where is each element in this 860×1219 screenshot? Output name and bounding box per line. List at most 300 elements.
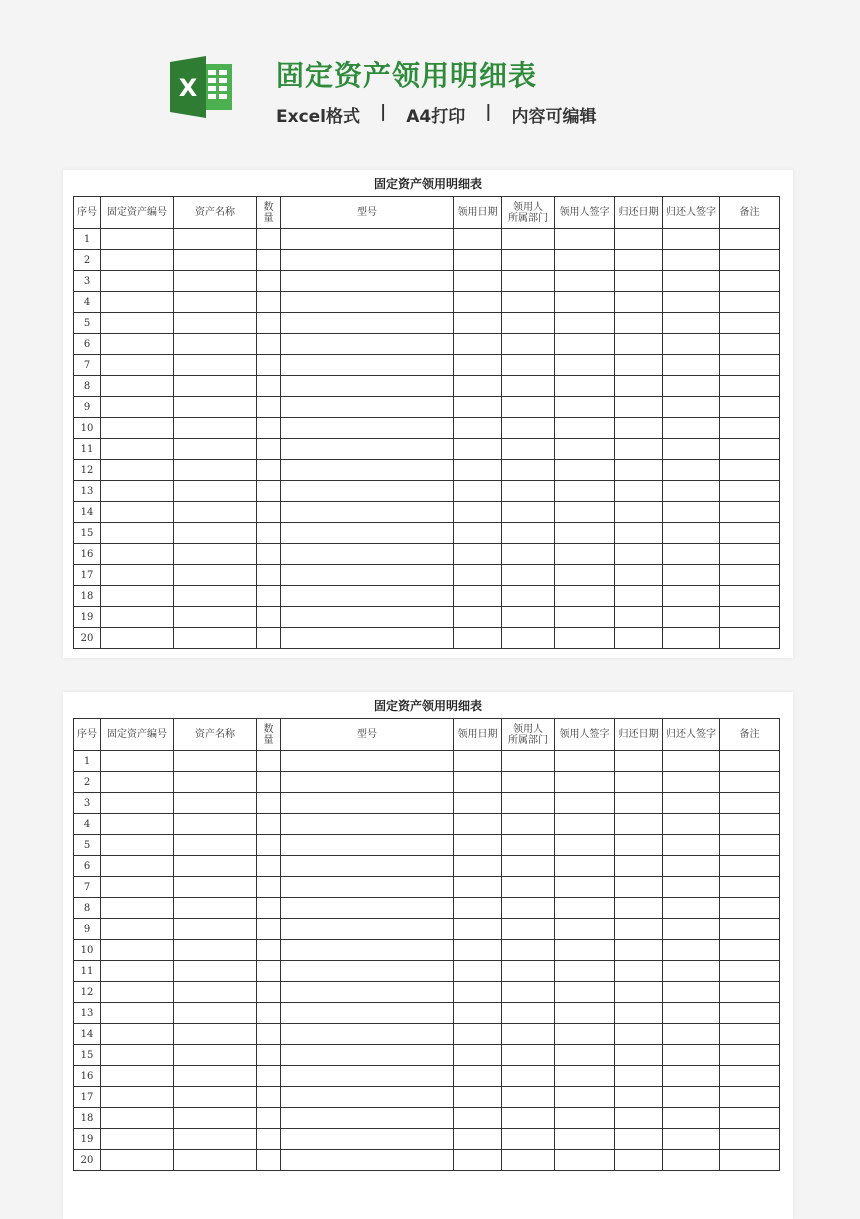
table-cell bbox=[555, 229, 615, 250]
table-cell bbox=[174, 1150, 257, 1171]
table-cell bbox=[174, 544, 257, 565]
table-cell bbox=[454, 1129, 502, 1150]
svg-text:X: X bbox=[178, 74, 198, 102]
table-cell bbox=[454, 565, 502, 586]
table-row bbox=[74, 544, 780, 565]
table-cell bbox=[720, 835, 780, 856]
table-cell bbox=[174, 250, 257, 271]
table-cell bbox=[502, 544, 555, 565]
table-cell bbox=[101, 982, 174, 1003]
table-row bbox=[74, 835, 780, 856]
table-cell bbox=[454, 1150, 502, 1171]
table-cell bbox=[454, 313, 502, 334]
table-cell bbox=[281, 544, 454, 565]
table-cell bbox=[663, 814, 720, 835]
table-row bbox=[74, 1129, 780, 1150]
table-cell bbox=[174, 814, 257, 835]
table-cell bbox=[257, 1045, 281, 1066]
table-cell bbox=[663, 313, 720, 334]
table-cell bbox=[555, 523, 615, 544]
table-cell bbox=[281, 586, 454, 607]
table-cell bbox=[502, 565, 555, 586]
table-cell bbox=[257, 961, 281, 982]
table-row bbox=[74, 1087, 780, 1108]
table-cell bbox=[454, 544, 502, 565]
table-row bbox=[74, 229, 780, 250]
table-cell bbox=[174, 502, 257, 523]
table-cell bbox=[101, 628, 174, 649]
table-cell bbox=[281, 793, 454, 814]
table-cell bbox=[281, 1045, 454, 1066]
table-cell bbox=[555, 355, 615, 376]
table-cell bbox=[720, 271, 780, 292]
table-cell bbox=[281, 898, 454, 919]
row-number: 20 bbox=[74, 1150, 101, 1171]
table-cell bbox=[281, 481, 454, 502]
table-cell bbox=[615, 1087, 663, 1108]
table-cell bbox=[615, 877, 663, 898]
asset-table bbox=[73, 196, 780, 649]
table-cell bbox=[720, 313, 780, 334]
table-cell bbox=[663, 376, 720, 397]
table-row bbox=[74, 397, 780, 418]
table-cell bbox=[502, 961, 555, 982]
table-cell bbox=[663, 523, 720, 544]
sheet-preview-1 bbox=[63, 170, 793, 658]
table-cell bbox=[555, 607, 615, 628]
row-number: 5 bbox=[74, 313, 101, 334]
table-cell bbox=[663, 856, 720, 877]
table-cell bbox=[615, 502, 663, 523]
table-cell bbox=[257, 751, 281, 772]
table-cell bbox=[663, 940, 720, 961]
table-cell bbox=[281, 439, 454, 460]
column-header: 归还人签字 bbox=[663, 197, 720, 229]
table-cell bbox=[454, 1045, 502, 1066]
row-number: 6 bbox=[74, 856, 101, 877]
table-cell bbox=[720, 1129, 780, 1150]
table-cell bbox=[257, 250, 281, 271]
table-cell bbox=[663, 439, 720, 460]
table-cell bbox=[555, 961, 615, 982]
table-cell bbox=[720, 439, 780, 460]
tag-print: A4打印 bbox=[406, 107, 466, 127]
table-row bbox=[74, 856, 780, 877]
table-cell bbox=[174, 1129, 257, 1150]
table-cell bbox=[101, 1024, 174, 1045]
table-cell bbox=[101, 397, 174, 418]
table-cell bbox=[502, 313, 555, 334]
table-cell bbox=[720, 481, 780, 502]
table-cell bbox=[555, 835, 615, 856]
table-cell bbox=[281, 919, 454, 940]
table-row bbox=[74, 982, 780, 1003]
table-cell bbox=[502, 628, 555, 649]
row-number: 3 bbox=[74, 271, 101, 292]
table-cell bbox=[101, 1045, 174, 1066]
table-cell bbox=[174, 229, 257, 250]
table-cell bbox=[257, 1150, 281, 1171]
column-header: 型号 bbox=[281, 719, 454, 751]
table-cell bbox=[555, 898, 615, 919]
table-cell bbox=[454, 1087, 502, 1108]
table-cell bbox=[101, 1129, 174, 1150]
table-cell bbox=[663, 1066, 720, 1087]
table-cell bbox=[555, 502, 615, 523]
table-cell bbox=[555, 1066, 615, 1087]
table-cell bbox=[454, 481, 502, 502]
table-cell bbox=[555, 1003, 615, 1024]
table-row bbox=[74, 1024, 780, 1045]
table-cell bbox=[281, 1024, 454, 1045]
table-cell bbox=[663, 418, 720, 439]
table-cell bbox=[454, 814, 502, 835]
table-cell bbox=[174, 751, 257, 772]
table-cell bbox=[663, 607, 720, 628]
table-cell bbox=[174, 961, 257, 982]
table-cell bbox=[101, 502, 174, 523]
table-cell bbox=[257, 292, 281, 313]
row-number: 15 bbox=[74, 523, 101, 544]
row-number: 4 bbox=[74, 292, 101, 313]
table-row bbox=[74, 772, 780, 793]
table-cell bbox=[720, 418, 780, 439]
table-cell bbox=[502, 460, 555, 481]
table-cell bbox=[257, 523, 281, 544]
table-cell bbox=[663, 481, 720, 502]
table-cell bbox=[101, 229, 174, 250]
table-cell bbox=[454, 397, 502, 418]
table-cell bbox=[454, 376, 502, 397]
sheet-title: 固定资产领用明细表 bbox=[373, 699, 482, 713]
table-cell bbox=[663, 982, 720, 1003]
table-cell bbox=[555, 814, 615, 835]
table-cell bbox=[720, 460, 780, 481]
table-cell bbox=[174, 856, 257, 877]
table-cell bbox=[454, 418, 502, 439]
table-cell bbox=[615, 292, 663, 313]
column-header: 型号 bbox=[281, 197, 454, 229]
table-cell bbox=[101, 250, 174, 271]
table-cell bbox=[555, 292, 615, 313]
table-cell bbox=[454, 1108, 502, 1129]
table-cell bbox=[555, 628, 615, 649]
table-cell bbox=[257, 877, 281, 898]
table-cell bbox=[615, 397, 663, 418]
row-number: 15 bbox=[74, 1045, 101, 1066]
table-cell bbox=[174, 628, 257, 649]
table-cell bbox=[615, 856, 663, 877]
table-cell bbox=[281, 292, 454, 313]
table-cell bbox=[555, 919, 615, 940]
table-cell bbox=[101, 460, 174, 481]
table-cell bbox=[502, 334, 555, 355]
table-cell bbox=[281, 835, 454, 856]
table-cell bbox=[281, 271, 454, 292]
table-row bbox=[74, 1108, 780, 1129]
table-cell bbox=[257, 397, 281, 418]
table-cell bbox=[174, 439, 257, 460]
table-cell bbox=[101, 439, 174, 460]
table-cell bbox=[615, 376, 663, 397]
table-cell bbox=[101, 919, 174, 940]
table-cell bbox=[502, 229, 555, 250]
row-number: 10 bbox=[74, 940, 101, 961]
table-cell bbox=[257, 982, 281, 1003]
table-cell bbox=[502, 1024, 555, 1045]
table-cell bbox=[720, 397, 780, 418]
table-cell bbox=[663, 355, 720, 376]
table-cell bbox=[615, 544, 663, 565]
table-cell bbox=[454, 250, 502, 271]
table-cell bbox=[281, 376, 454, 397]
table-cell bbox=[101, 418, 174, 439]
table-cell bbox=[281, 334, 454, 355]
table-cell bbox=[615, 1045, 663, 1066]
table-cell bbox=[454, 877, 502, 898]
table-cell bbox=[615, 565, 663, 586]
column-header: 备注 bbox=[720, 197, 780, 229]
table-cell bbox=[720, 334, 780, 355]
table-cell bbox=[615, 982, 663, 1003]
table-cell bbox=[174, 982, 257, 1003]
table-cell bbox=[502, 250, 555, 271]
column-header: 领用日期 bbox=[454, 719, 502, 751]
table-cell bbox=[101, 565, 174, 586]
table-cell bbox=[174, 793, 257, 814]
table-cell bbox=[720, 565, 780, 586]
table-cell bbox=[281, 229, 454, 250]
table-row bbox=[74, 940, 780, 961]
table-cell bbox=[174, 292, 257, 313]
table-cell bbox=[502, 898, 555, 919]
table-cell bbox=[101, 292, 174, 313]
table-cell bbox=[555, 793, 615, 814]
table-cell bbox=[257, 919, 281, 940]
table-cell bbox=[663, 793, 720, 814]
table-cell bbox=[281, 460, 454, 481]
table-cell bbox=[257, 502, 281, 523]
table-cell bbox=[615, 940, 663, 961]
column-header: 固定资产编号 bbox=[101, 719, 174, 751]
table-cell bbox=[720, 292, 780, 313]
table-cell bbox=[720, 1108, 780, 1129]
table-row bbox=[74, 919, 780, 940]
table-cell bbox=[502, 481, 555, 502]
table-cell bbox=[720, 961, 780, 982]
table-cell bbox=[257, 607, 281, 628]
table-cell bbox=[720, 1045, 780, 1066]
table-cell bbox=[281, 502, 454, 523]
table-cell bbox=[663, 1003, 720, 1024]
table-cell bbox=[663, 919, 720, 940]
table-cell bbox=[257, 1108, 281, 1129]
row-number: 10 bbox=[74, 418, 101, 439]
table-cell bbox=[174, 898, 257, 919]
table-cell bbox=[174, 607, 257, 628]
table-cell bbox=[454, 751, 502, 772]
column-header: 领用人 所属部门 bbox=[502, 719, 555, 751]
table-cell bbox=[454, 982, 502, 1003]
table-cell bbox=[663, 1108, 720, 1129]
table-cell bbox=[720, 982, 780, 1003]
table-cell bbox=[502, 418, 555, 439]
table-row bbox=[74, 439, 780, 460]
table-cell bbox=[663, 1129, 720, 1150]
table-cell bbox=[101, 751, 174, 772]
table-cell bbox=[663, 1024, 720, 1045]
table-cell bbox=[502, 814, 555, 835]
table-cell bbox=[281, 250, 454, 271]
table-cell bbox=[720, 544, 780, 565]
table-cell bbox=[615, 229, 663, 250]
table-cell bbox=[615, 313, 663, 334]
table-cell bbox=[281, 355, 454, 376]
table-cell bbox=[615, 1150, 663, 1171]
table-cell bbox=[101, 313, 174, 334]
table-cell bbox=[101, 376, 174, 397]
table-cell bbox=[281, 628, 454, 649]
table-cell bbox=[174, 1087, 257, 1108]
table-cell bbox=[174, 1003, 257, 1024]
table-cell bbox=[257, 544, 281, 565]
table-cell bbox=[174, 376, 257, 397]
table-cell bbox=[174, 334, 257, 355]
table-cell bbox=[720, 628, 780, 649]
row-number: 18 bbox=[74, 1108, 101, 1129]
table-cell bbox=[101, 586, 174, 607]
table-cell bbox=[555, 565, 615, 586]
table-row bbox=[74, 334, 780, 355]
table-cell bbox=[101, 1150, 174, 1171]
table-cell bbox=[257, 460, 281, 481]
table-cell bbox=[502, 292, 555, 313]
table-cell bbox=[101, 940, 174, 961]
table-cell bbox=[454, 292, 502, 313]
table-row bbox=[74, 814, 780, 835]
table-cell bbox=[101, 523, 174, 544]
table-row bbox=[74, 523, 780, 544]
column-header: 领用人签字 bbox=[555, 197, 615, 229]
table-cell bbox=[454, 271, 502, 292]
table-cell bbox=[720, 376, 780, 397]
row-number: 3 bbox=[74, 793, 101, 814]
table-cell bbox=[663, 271, 720, 292]
table-cell bbox=[502, 397, 555, 418]
table-cell bbox=[454, 1003, 502, 1024]
column-header: 序号 bbox=[74, 719, 101, 751]
table-cell bbox=[720, 250, 780, 271]
row-number: 16 bbox=[74, 1066, 101, 1087]
table-cell bbox=[615, 961, 663, 982]
table-cell bbox=[174, 355, 257, 376]
table-cell bbox=[257, 940, 281, 961]
table-row bbox=[74, 586, 780, 607]
table-cell bbox=[555, 586, 615, 607]
table-cell bbox=[502, 271, 555, 292]
table-cell bbox=[101, 961, 174, 982]
table-cell bbox=[101, 1108, 174, 1129]
table-cell bbox=[281, 751, 454, 772]
tag-format: Excel格式 bbox=[276, 107, 361, 127]
table-cell bbox=[174, 586, 257, 607]
table-cell bbox=[555, 1150, 615, 1171]
table-cell bbox=[502, 1003, 555, 1024]
table-cell bbox=[502, 856, 555, 877]
table-cell bbox=[615, 481, 663, 502]
table-cell bbox=[257, 481, 281, 502]
table-cell bbox=[663, 250, 720, 271]
table-cell bbox=[615, 628, 663, 649]
table-cell bbox=[502, 1129, 555, 1150]
row-number: 4 bbox=[74, 814, 101, 835]
table-row bbox=[74, 877, 780, 898]
table-cell bbox=[615, 418, 663, 439]
table-cell bbox=[281, 418, 454, 439]
table-cell bbox=[454, 628, 502, 649]
table-cell bbox=[257, 814, 281, 835]
table-cell bbox=[174, 460, 257, 481]
row-number: 9 bbox=[74, 397, 101, 418]
table-cell bbox=[615, 751, 663, 772]
table-cell bbox=[615, 835, 663, 856]
table-cell bbox=[555, 250, 615, 271]
table-cell bbox=[454, 856, 502, 877]
header-row bbox=[74, 719, 780, 751]
table-row bbox=[74, 271, 780, 292]
table-cell bbox=[663, 877, 720, 898]
table-row bbox=[74, 292, 780, 313]
table-cell bbox=[615, 439, 663, 460]
table-cell bbox=[257, 565, 281, 586]
table-cell bbox=[454, 229, 502, 250]
table-cell bbox=[454, 586, 502, 607]
table-row bbox=[74, 502, 780, 523]
table-cell bbox=[101, 856, 174, 877]
table-cell bbox=[174, 1066, 257, 1087]
table-cell bbox=[502, 1045, 555, 1066]
table-cell bbox=[615, 814, 663, 835]
table-cell bbox=[281, 523, 454, 544]
table-cell bbox=[281, 1003, 454, 1024]
table-cell bbox=[555, 481, 615, 502]
table-cell bbox=[257, 1087, 281, 1108]
table-cell bbox=[615, 523, 663, 544]
table-cell bbox=[663, 772, 720, 793]
table-cell bbox=[281, 982, 454, 1003]
row-number: 17 bbox=[74, 1087, 101, 1108]
table-cell bbox=[257, 439, 281, 460]
table-cell bbox=[720, 502, 780, 523]
table-cell bbox=[720, 814, 780, 835]
table-cell bbox=[502, 772, 555, 793]
row-number: 14 bbox=[74, 1024, 101, 1045]
table-cell bbox=[615, 355, 663, 376]
table-cell bbox=[555, 940, 615, 961]
table-cell bbox=[663, 586, 720, 607]
table-row bbox=[74, 376, 780, 397]
table-cell bbox=[555, 334, 615, 355]
table-cell bbox=[257, 628, 281, 649]
table-cell bbox=[615, 772, 663, 793]
table-row bbox=[74, 481, 780, 502]
table-row bbox=[74, 607, 780, 628]
table-cell bbox=[174, 1024, 257, 1045]
table-cell bbox=[502, 919, 555, 940]
table-cell bbox=[174, 523, 257, 544]
table-cell bbox=[174, 481, 257, 502]
table-cell bbox=[281, 1108, 454, 1129]
